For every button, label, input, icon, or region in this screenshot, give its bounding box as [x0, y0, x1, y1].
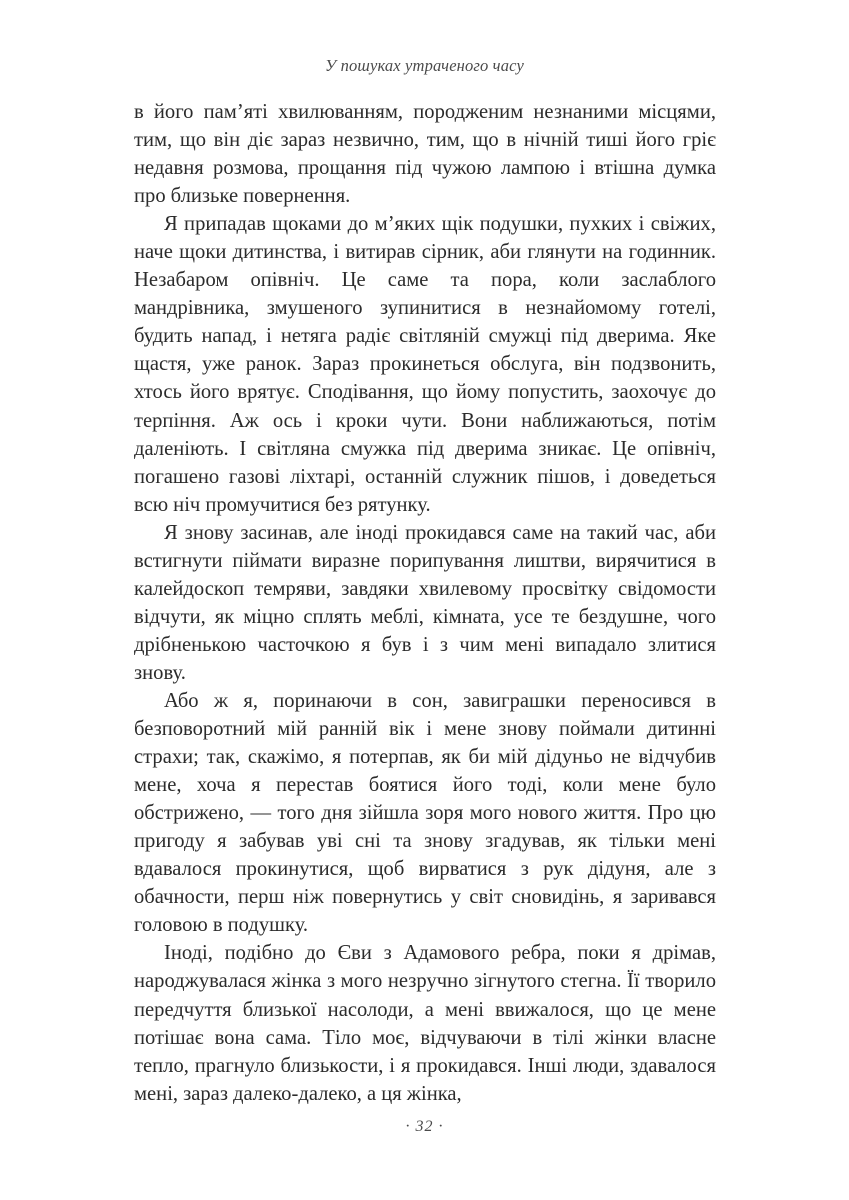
body-text-block: [134, 98, 716, 1108]
paragraph: Іноді, подібно до Єви з Адамового ребра, поки я дрімав, народжувалася жінка з мого незручно зігнутого стегна. Її творило передчуття близької насолоди, а мені ввижалося, що це мене потішає вона сама. Тіло моє, відчуваючи в тілі жінки власне тепло, прагнуло близькости, і я прокидався. Інші люди, здавалося мені, зараз далеко-далеко, а ця жінка,: [134, 942, 716, 1105]
paragraph: Я знову засинав, але іноді прокидався саме на такий час, аби встигнути піймати виразне порипування лиштви, вирячитися в калейдоскоп темряви, завдяки хвилевому просвітку свідомости відчути, як міцно сплять меблі, кімната, усе те бездушне, чого дрібненькою часточкою я був і з чим мені випадало злитися знову.: [134, 521, 716, 684]
paragraph: Або ж я, поринаючи в сон, завиграшки переносився в безповоротний мій ранній вік і мене знову поймали дитинні страхи; так, скажімо, я потерпав, як би мій дідуньо не відчубив мене, хоча я перестав боятися його тоді, коли мене було обстрижено, — того дня зійшла зоря мого нового життя. Про цю пригоду я забував уві сні та знову згадував, як тільки мені вдавалося прокинутися, щоб вирватися з рук дідуня, але з обачности, перш ніж повернутись у світ сновидінь, я заривався головою в подушку.: [134, 689, 716, 937]
running-head: У пошуках утраченого часу: [325, 56, 524, 75]
paragraph: в його пам’яті хвилюванням, породженим незнаними місцями, тим, що він діє зараз незвично, тим, що в нічній тиші його гріє недавня розмова, прощання під чужою лампою і втішна думка про близьке повернення.: [134, 101, 716, 208]
page-number: · 32 ·: [405, 1118, 444, 1135]
paragraph: Я припадав щоками до м’яких щік подушки, пухких і свіжих, наче щоки дитинства, і витирав сірник, аби глянути на годинник. Незабаром опівніч. Це саме та пора, коли заслаблого мандрівника, змушеного зупинитися в незнайомому готелі, будить напад, і нетяга радіє світляній смужці під дверима. Яке щастя, уже ранок. Зараз прокинеться обслуга, він подзвонить, хтось його врятує. Сподівання, що йому попустить, заохочує до терпіння. Аж ось і кроки чути. Вони наближаються, потім даленіють. І світляна смужка під дверима зникає. Це опівніч, погашено газові ліхтарі, останній служник пішов, і доведеться всю ніч промучитися без рятунку.: [134, 213, 716, 516]
